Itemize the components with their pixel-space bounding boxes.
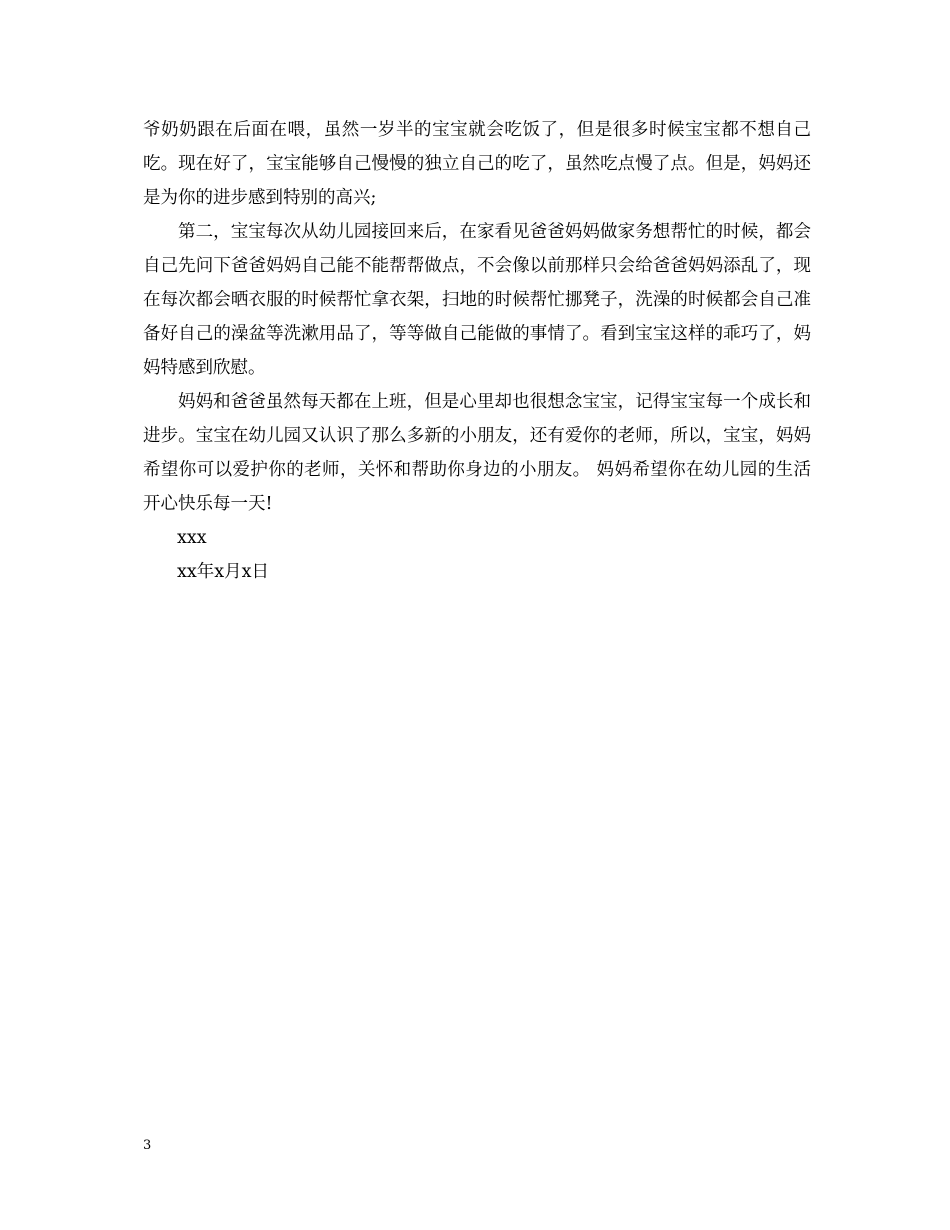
- paragraph-continued: 爷奶奶跟在后面在喂，虽然一岁半的宝宝就会吃饭了，但是很多时候宝宝都不想自己吃。现在好了，宝宝能够自己慢慢的独立自己的吃了，虽然吃点慢了点。但是，妈妈还是为你的进步感到特别的高兴;: [143, 120, 811, 208]
- paragraph-closing-wish: 妈妈和爸爸虽然每天都在上班，但是心里却也很想念宝宝，记得宝宝每一个成长和进步。宝宝在幼儿园又认识了那么多新的小朋友，还有爱你的老师，所以，宝宝，妈妈希望你可以爱护你的老师，关怀和帮助你身边的小朋友。 妈妈希望你在幼儿园的生活开心快乐每一天!: [143, 392, 811, 514]
- page-number: 3: [143, 1138, 152, 1153]
- date-line: xx年x月x日: [177, 562, 269, 582]
- paragraph-second-point: 第二，宝宝每次从幼儿园接回来后，在家看见爸爸妈妈做家务想帮忙的时候，都会自己先问下爸爸妈妈自己能不能帮帮做点，不会像以前那样只会给爸爸妈妈添乱了，现在每次都会晒衣服的时候帮忙拿衣架，扫地的时候帮忙挪凳子，洗澡的时候都会自己准备好自己的澡盆等洗漱用品了，等等做自己能做的事情了。看到宝宝这样的乖巧了，妈妈特感到欣慰。: [143, 222, 811, 378]
- signature: xxx: [177, 528, 207, 548]
- document-body: [143, 113, 811, 589]
